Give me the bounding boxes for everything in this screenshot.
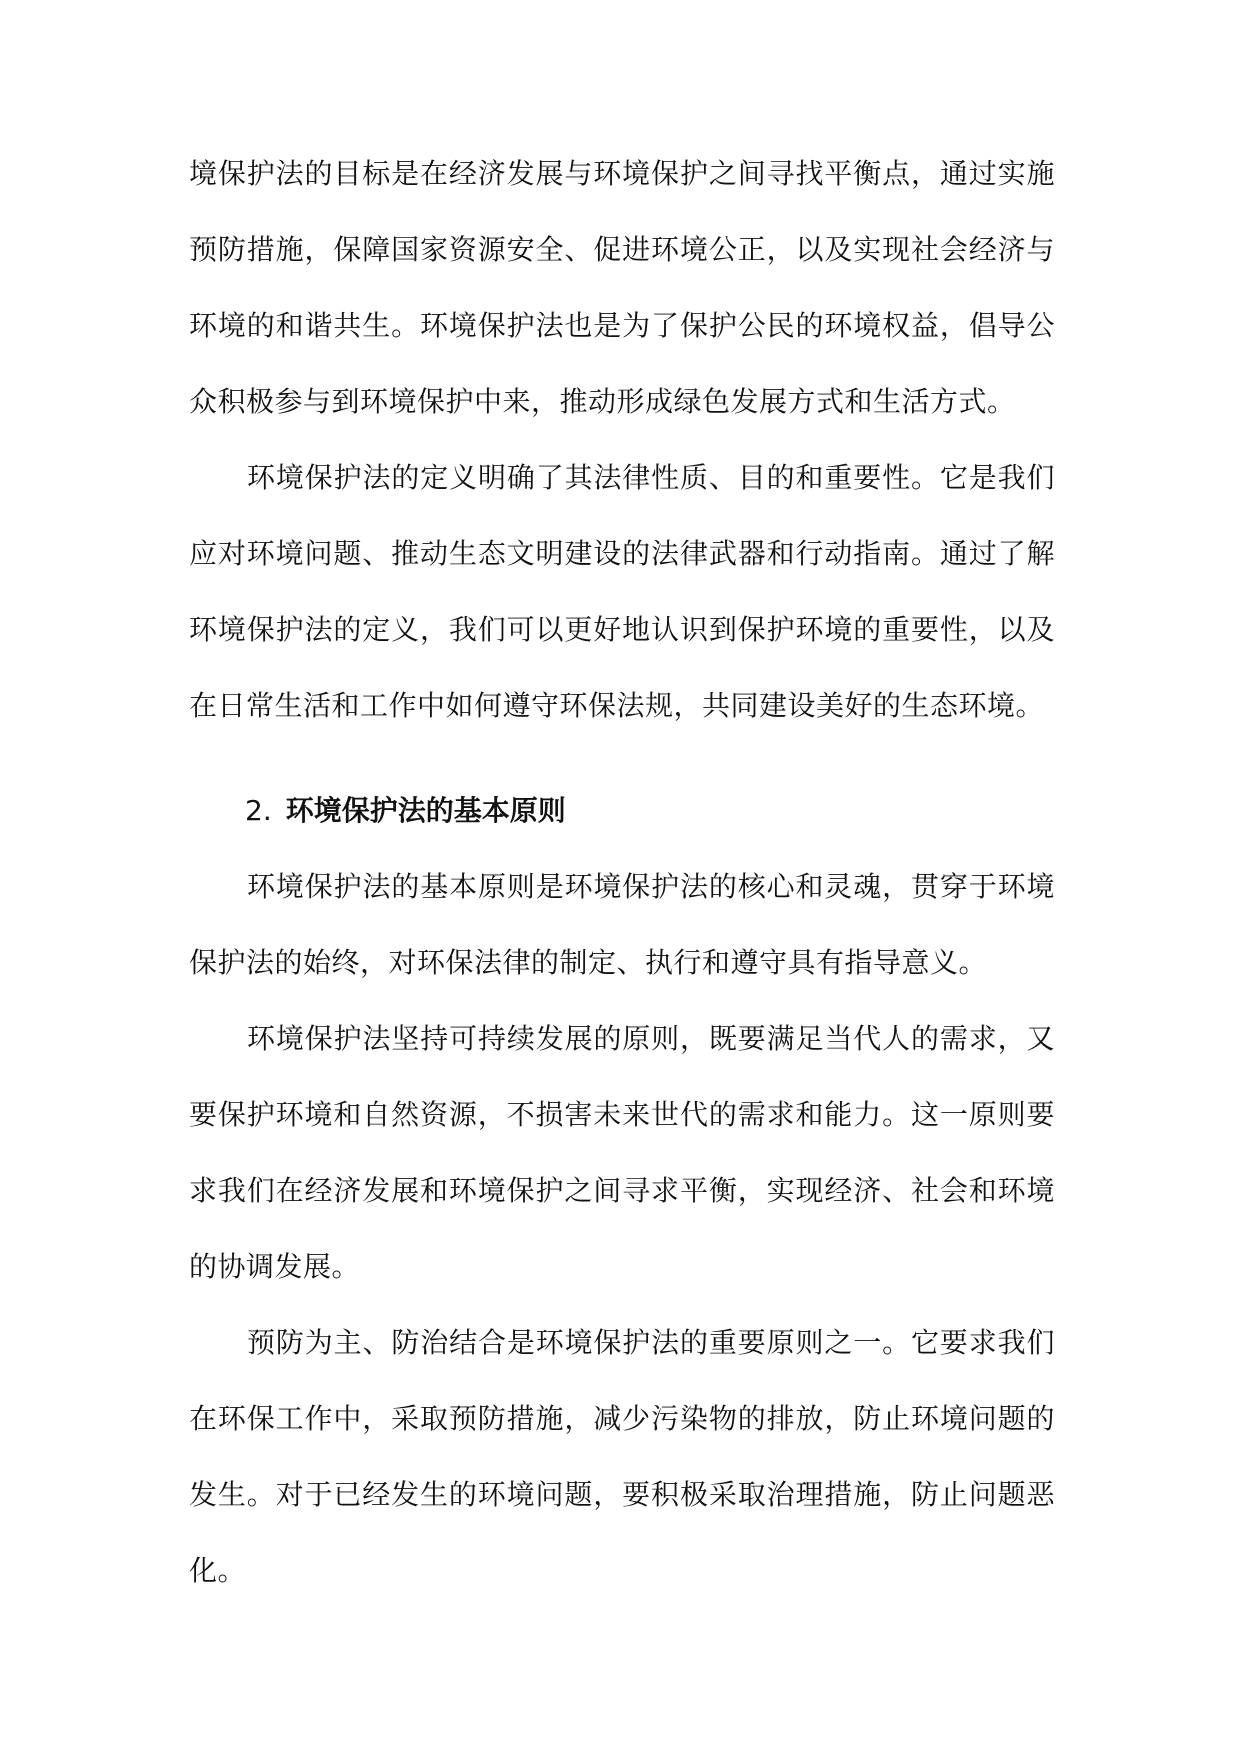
section-title: 环境保护法的基本原则	[285, 794, 566, 827]
paragraph-principles-intro: 环境保护法的基本原则是环境保护法的核心和灵魂，贯穿于环境保护法的始终，对环保法律的制定、执行和遵守具有指导意义。	[189, 870, 1055, 979]
section-number: 2.	[245, 794, 272, 827]
paragraph-prevention-principle: 预防为主、防治结合是环境保护法的重要原则之一。它要求我们在环保工作中，采取预防措施，减少污染物的排放，防止环境问题的发生。对于已经发生的环境问题，要积极采取治理措施，防止问题恶化。	[189, 1326, 1055, 1587]
paragraph-definition-summary: 环境保护法的定义明确了其法律性质、目的和重要性。它是我们应对环境问题、推动生态文明建设的法律武器和行动指南。通过了解环境保护法的定义，我们可以更好地认识到保护环境的重要性，以及在日常生活和工作中如何遵守环保法规，共同建设美好的生态环境。	[189, 461, 1055, 722]
section-heading	[189, 773, 1055, 849]
paragraph-goal-continued: 境保护法的目标是在经济发展与环境保护之间寻找平衡点，通过实施预防措施，保障国家资源安全、促进环境公正，以及实现社会经济与环境的和谐共生。环境保护法也是为了保护公民的环境权益，倡导公众积极参与到环境保护中来，推动形成绿色发展方式和生活方式。	[189, 157, 1055, 418]
paragraph-sustainable-development: 环境保护法坚持可持续发展的原则，既要满足当代人的需求，又要保护环境和自然资源，不损害未来世代的需求和能力。这一原则要求我们在经济发展和环境保护之间寻求平衡，实现经济、社会和环境的协调发展。	[189, 1022, 1055, 1283]
document-page	[189, 136, 1055, 1609]
